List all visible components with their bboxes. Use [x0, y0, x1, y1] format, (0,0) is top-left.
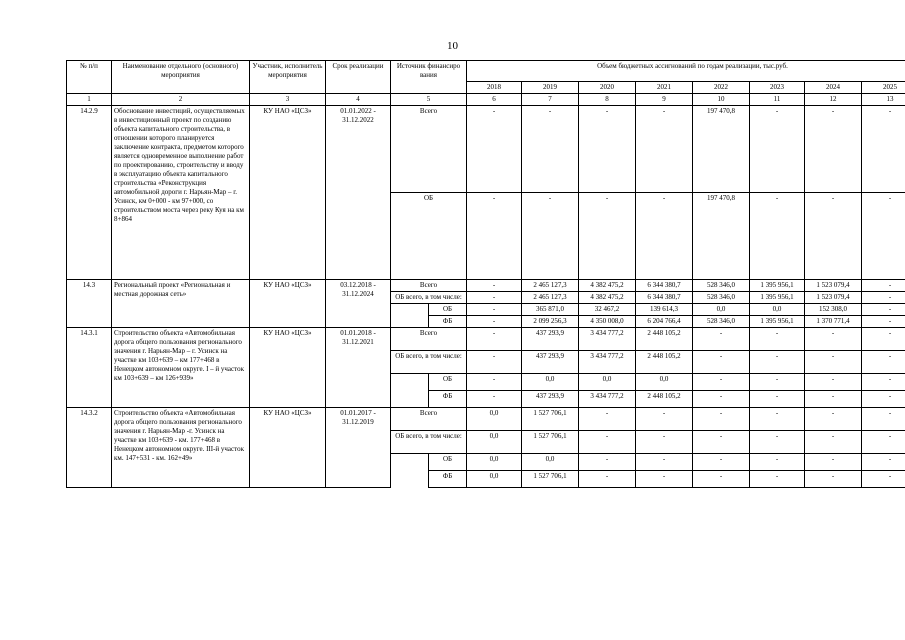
row-name-cell: Региональный проект «Региональная и местная дорожная сеть» [112, 280, 250, 328]
value-cell: - [693, 431, 750, 454]
value-cell: 32 467,2 [579, 304, 636, 316]
row-number-cell: 14.3 [67, 280, 112, 328]
table-row [67, 328, 905, 351]
value-cell: 139 614,3 [636, 304, 693, 316]
indent-cell [391, 471, 429, 488]
value-cell: - [522, 193, 579, 280]
value-cell: - [862, 454, 905, 471]
indent-cell [391, 391, 429, 408]
value-cell: - [862, 431, 905, 454]
value-cell: - [579, 106, 636, 193]
value-cell: - [467, 316, 522, 328]
value-cell: - [579, 408, 636, 431]
value-cell: - [805, 391, 862, 408]
value-cell: 0,0 [750, 304, 805, 316]
value-cell: - [636, 106, 693, 193]
value-cell: 0,0 [579, 374, 636, 391]
value-cell: 0,0 [467, 454, 522, 471]
table-row [67, 408, 905, 431]
funding-source-cell: ОБ [429, 454, 467, 471]
value-cell: 2 465 127,3 [522, 292, 579, 304]
row-number-cell: 14.3.1 [67, 328, 112, 408]
value-cell: 4 382 475,2 [579, 280, 636, 292]
header-row [67, 61, 905, 82]
value-cell: 528 346,0 [693, 280, 750, 292]
value-cell: 6 344 380,7 [636, 292, 693, 304]
value-cell: - [805, 328, 862, 351]
value-cell: - [805, 454, 862, 471]
year-header-cell: 2021 [636, 82, 693, 94]
value-cell: - [467, 106, 522, 193]
value-cell: 6 344 380,7 [636, 280, 693, 292]
value-cell: - [467, 351, 522, 374]
value-cell: - [693, 374, 750, 391]
column-number-cell: 11 [750, 94, 805, 106]
year-header-cell: 2024 [805, 82, 862, 94]
value-cell: - [862, 374, 905, 391]
value-cell: 528 346,0 [693, 292, 750, 304]
value-cell: - [862, 316, 905, 328]
value-cell: 2 465 127,3 [522, 280, 579, 292]
value-cell: - [750, 408, 805, 431]
value-cell: - [862, 292, 905, 304]
value-cell: - [750, 454, 805, 471]
value-cell: - [862, 408, 905, 431]
funding-source-cell: Всего [391, 328, 467, 351]
value-cell: - [693, 454, 750, 471]
value-cell: 365 871,0 [522, 304, 579, 316]
value-cell: - [862, 328, 905, 351]
value-cell: - [467, 292, 522, 304]
value-cell: - [750, 431, 805, 454]
value-cell: 0,0 [522, 454, 579, 471]
value-cell: 197 470,8 [693, 193, 750, 280]
column-number-cell: 12 [805, 94, 862, 106]
value-cell: 1 395 956,1 [750, 292, 805, 304]
header-cell: Срок реализации [326, 61, 391, 94]
value-cell: 1 395 956,1 [750, 280, 805, 292]
value-cell: - [467, 328, 522, 351]
value-cell: 1 527 706,1 [522, 408, 579, 431]
value-cell: - [750, 471, 805, 488]
funding-source-cell: ОБ [429, 304, 467, 316]
row-term-cell: 01.01.2017 - 31.12.2019 [326, 408, 391, 488]
value-cell: - [693, 471, 750, 488]
value-cell: - [862, 471, 905, 488]
value-cell: - [750, 106, 805, 193]
row-name-cell: Строительство объекта «Автомобильная дорога общего пользования регионального значения г. Нарьян-Мар -г. Усинск на участке км 103+639 - км. 177+468 в Ненецком автономном округе. III-й участок км. 147+531 - км. 162+49» [112, 408, 250, 488]
row-term-cell: 03.12.2018 - 31.12.2024 [326, 280, 391, 328]
value-cell: - [862, 391, 905, 408]
value-cell: - [862, 106, 905, 193]
row-executor-cell: КУ НАО «ЦСЗ» [250, 328, 326, 408]
value-cell: - [805, 471, 862, 488]
value-cell: 1 523 079,4 [805, 292, 862, 304]
value-cell: - [750, 391, 805, 408]
value-cell: 4 382 475,2 [579, 292, 636, 304]
value-cell: 437 293,9 [522, 328, 579, 351]
value-cell: 2 448 105,2 [636, 351, 693, 374]
value-cell: 1 527 706,1 [522, 431, 579, 454]
value-cell: 2 099 256,3 [522, 316, 579, 328]
value-cell: - [805, 193, 862, 280]
table-row [67, 106, 905, 193]
header-cell: № п/п [67, 61, 112, 94]
value-cell: - [862, 193, 905, 280]
value-cell: 437 293,9 [522, 351, 579, 374]
value-cell: 3 434 777,2 [579, 328, 636, 351]
value-cell: - [579, 193, 636, 280]
funding-source-cell: ФБ [429, 471, 467, 488]
value-cell: - [805, 431, 862, 454]
value-cell: - [750, 351, 805, 374]
value-cell: 2 448 105,2 [636, 328, 693, 351]
value-cell: 3 434 777,2 [579, 351, 636, 374]
indent-cell [391, 316, 429, 328]
funding-source-cell: Всего [391, 408, 467, 431]
year-header-cell: 2025 [862, 82, 905, 94]
column-number-cell: 7 [522, 94, 579, 106]
value-cell: - [636, 471, 693, 488]
value-cell: - [636, 454, 693, 471]
value-cell: - [693, 351, 750, 374]
budget-table [66, 60, 905, 488]
value-cell: 0,0 [636, 374, 693, 391]
value-cell: 6 204 766,4 [636, 316, 693, 328]
value-cell: - [805, 106, 862, 193]
value-cell: - [805, 374, 862, 391]
value-cell: - [750, 328, 805, 351]
value-cell: 152 308,0 [805, 304, 862, 316]
year-header-cell: 2020 [579, 82, 636, 94]
funding-source-cell: ФБ [429, 316, 467, 328]
column-number-cell: 9 [636, 94, 693, 106]
budget-title-cell: Объем бюджетных ассигнований по годам реализации, тыс.руб. [467, 61, 905, 82]
funding-source-cell: ОБ всего, в том числе: [391, 351, 467, 374]
row-term-cell: 01.01.2022 - 31.12.2022 [326, 106, 391, 280]
value-cell: - [862, 304, 905, 316]
row-number-cell: 14.2.9 [67, 106, 112, 280]
header-cell: Источник финансиро вания [391, 61, 467, 94]
column-number-cell: 5 [391, 94, 467, 106]
value-cell: 0,0 [693, 304, 750, 316]
column-number-cell: 2 [112, 94, 250, 106]
funding-source-cell: Всего [391, 106, 467, 193]
column-number-cell: 8 [579, 94, 636, 106]
value-cell: 437 293,9 [522, 391, 579, 408]
indent-cell [391, 454, 429, 471]
header-cell: Наименование отдельного (основного) мероприятия [112, 61, 250, 94]
value-cell: - [636, 431, 693, 454]
table-row [67, 280, 905, 292]
column-number-cell: 1 [67, 94, 112, 106]
column-number-cell: 3 [250, 94, 326, 106]
value-cell: 197 470,8 [693, 106, 750, 193]
value-cell: - [467, 391, 522, 408]
row-executor-cell: КУ НАО «ЦСЗ» [250, 106, 326, 280]
value-cell: 0,0 [467, 408, 522, 431]
value-cell: - [636, 408, 693, 431]
value-cell: - [750, 374, 805, 391]
funding-source-cell: Всего [391, 280, 467, 292]
value-cell: - [579, 431, 636, 454]
value-cell: - [467, 374, 522, 391]
value-cell: - [693, 408, 750, 431]
value-cell: - [862, 351, 905, 374]
column-number-cell: 6 [467, 94, 522, 106]
value-cell: 0,0 [467, 471, 522, 488]
row-number-cell: 14.3.2 [67, 408, 112, 488]
column-number-row [67, 94, 905, 106]
row-term-cell: 01.01.2018 - 31.12.2021 [326, 328, 391, 408]
row-executor-cell: КУ НАО «ЦСЗ» [250, 408, 326, 488]
value-cell: 3 434 777,2 [579, 391, 636, 408]
value-cell: - [693, 328, 750, 351]
value-cell: 1 370 771,4 [805, 316, 862, 328]
value-cell: 1 527 706,1 [522, 471, 579, 488]
value-cell: 1 395 956,1 [750, 316, 805, 328]
year-header-cell: 2019 [522, 82, 579, 94]
value-cell: 0,0 [522, 374, 579, 391]
value-cell: - [805, 408, 862, 431]
year-header-cell: 2018 [467, 82, 522, 94]
value-cell: - [579, 454, 636, 471]
value-cell: - [467, 304, 522, 316]
value-cell: 2 448 105,2 [636, 391, 693, 408]
row-executor-cell: КУ НАО «ЦСЗ» [250, 280, 326, 328]
funding-source-cell: ОБ [391, 193, 467, 280]
funding-source-cell: ФБ [429, 391, 467, 408]
value-cell: - [579, 471, 636, 488]
indent-cell [391, 304, 429, 316]
value-cell: - [693, 391, 750, 408]
funding-source-cell: ОБ всего, в том числе: [391, 431, 467, 454]
column-number-cell: 13 [862, 94, 905, 106]
row-name-cell: Обоснование инвестиций, осуществляемых в инвестиционный проект по созданию объекта капитального строительства, в отношении которого планируется заключение контракта, предметом которого является одновременное выполнение работ по проектированию, строительству и вводу в эксплуатацию объекта капитального строительства «Реконструкция автомобильной дороги г. Нарьян-Мар – г. Усинск, км 0+000 - км 97+000, со строительством моста через реку Куя на км 8+864 [112, 106, 250, 280]
value-cell: - [805, 351, 862, 374]
value-cell: - [862, 280, 905, 292]
funding-source-cell: ОБ всего, в том числе: [391, 292, 467, 304]
year-header-cell: 2022 [693, 82, 750, 94]
value-cell: - [467, 193, 522, 280]
value-cell: 4 350 008,0 [579, 316, 636, 328]
column-number-cell: 10 [693, 94, 750, 106]
row-name-cell: Строительство объекта «Автомобильная дорога общего пользования регионального значения г. Нарьян-Мар – г. Усинск на участке км 103+639 – км 177+468 в Ненецком автономном округе. I – й участок км 103+639 – км 126+939» [112, 328, 250, 408]
value-cell: 1 523 079,4 [805, 280, 862, 292]
value-cell: - [467, 280, 522, 292]
value-cell: - [750, 193, 805, 280]
value-cell: - [636, 193, 693, 280]
funding-source-cell: ОБ [429, 374, 467, 391]
indent-cell [391, 374, 429, 391]
value-cell: - [522, 106, 579, 193]
column-number-cell: 4 [326, 94, 391, 106]
year-header-cell: 2023 [750, 82, 805, 94]
value-cell: 0,0 [467, 431, 522, 454]
value-cell: 528 346,0 [693, 316, 750, 328]
header-cell: Участник, исполнитель мероприятия [250, 61, 326, 94]
page-number: 10 [447, 40, 458, 52]
